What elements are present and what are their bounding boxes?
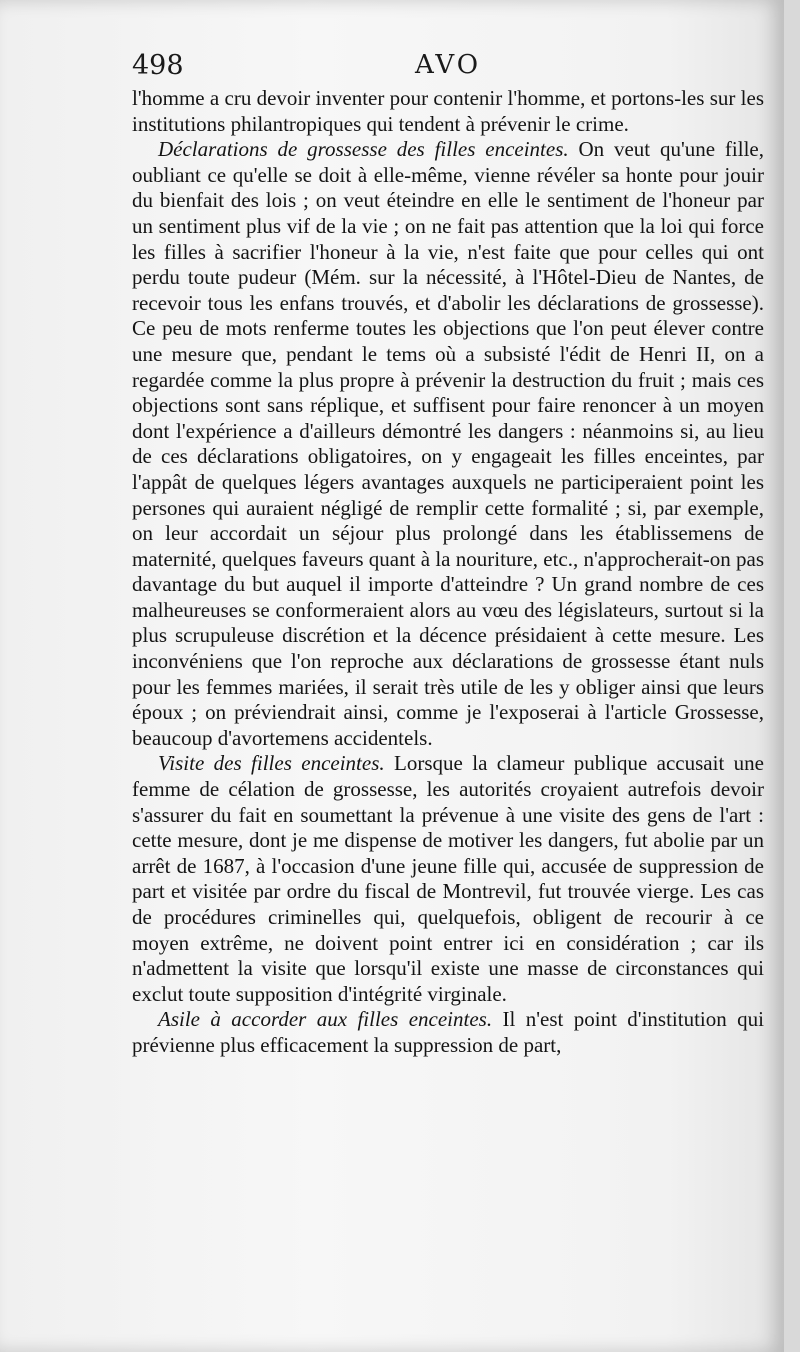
page-number: 498	[132, 50, 184, 81]
paragraph-text: l'homme a cru devoir inventer pour contenir l'homme, et portons-les sur les institutions philantropiques qui tendent à prévenir le crime.	[132, 86, 764, 136]
page-header	[132, 50, 764, 90]
paragraph-visite	[132, 751, 764, 1007]
section-title: Déclarations de grossesse des filles enceintes.	[158, 137, 569, 162]
paragraph-asile	[132, 1007, 764, 1058]
body-text	[132, 86, 764, 1059]
paragraph-intro	[132, 86, 764, 137]
paragraph-declarations	[132, 137, 764, 751]
running-head: AVO	[414, 50, 482, 80]
paragraph-text: On veut qu'une fille, oubliant ce qu'elle se doit à elle-même, vienne révéler sa honte pour jouir du bienfait des lois ; on veut éteindre en elle le sentiment de l'honeur par un sentiment plus vif de la vie ; on ne fait pas attention que la loi qui force les filles à sacrifier l'honeur à la vie, n'est faite que pour celles qui ont perdu toute pudeur (Mém. sur la nécessité, à l'Hôtel-Dieu de Nantes, de recevoir tous les enfans trouvés, et d'abolir les déclarations de grossesse). Ce peu de mots renferme toutes les objections que l'on peut élever contre une mesure que, pendant le tems où a subsisté l'édit de Henri II, on a regardée comme la plus propre à prévenir la destruction du fruit ; mais ces objections sont sans réplique, et suffisent pour faire renoncer à un moyen dont l'expérience a d'ailleurs démontré les dangers : néanmoins si, au lieu de ces déclarations obligatoires, on y engageait les filles enceintes, par l'appât de quelques légers avantages auxquels ne participeraient point les persones qui auraient négligé de remplir cette formalité ; si, par exemple, on leur accordait un séjour plus prolongé dans les établissemens de maternité, quelques faveurs quant à la nouriture, etc., n'approcherait-on pas davantage du but auquel il importe d'atteindre ? Un grand nombre de ces malheureuses se conformeraient alors au vœu des législateurs, surtout si la plus scrupuleuse discrétion et la décence présidaient à cette mesure. Les inconvéniens que l'on reproche aux déclarations de grossesse étant nuls pour les femmes mariées, il serait très utile de les y obliger ainsi que leurs époux ; on préviendrait ainsi, comme je l'exposerai à l'article Grossesse, beaucoup d'avortemens accidentels.	[132, 137, 764, 750]
section-title: Visite des filles enceintes.	[158, 751, 385, 776]
paragraph-text: Il n'est point d'institution qui prévienne plus efficacement la suppression de part,	[132, 1007, 765, 1057]
section-title: Asile à accorder aux filles enceintes.	[158, 1007, 493, 1032]
paragraph-text: Lorsque la clameur publique accusait une femme de célation de grossesse, les autorités croyaient autrefois devoir s'assurer du fait en soumettant la prévenue à une visite des gens de l'art : cette mesure, dont je me dispense de motiver les dangers, fut abolie par un arrêt de 1687, à l'occasion d'une jeune fille qui, accusée de suppression de part et visitée par ordre du fiscal de Montrevil, fut trouvée vierge. Les cas de procédures criminelles qui, quelquefois, obligent de recourir à ce moyen extrême, ne doivent point entrer ici en considération ; car ils n'admettent la visite que lorsqu'il existe une masse de circonstances qui exclut toute supposition d'intégrité virginale.	[132, 751, 765, 1006]
